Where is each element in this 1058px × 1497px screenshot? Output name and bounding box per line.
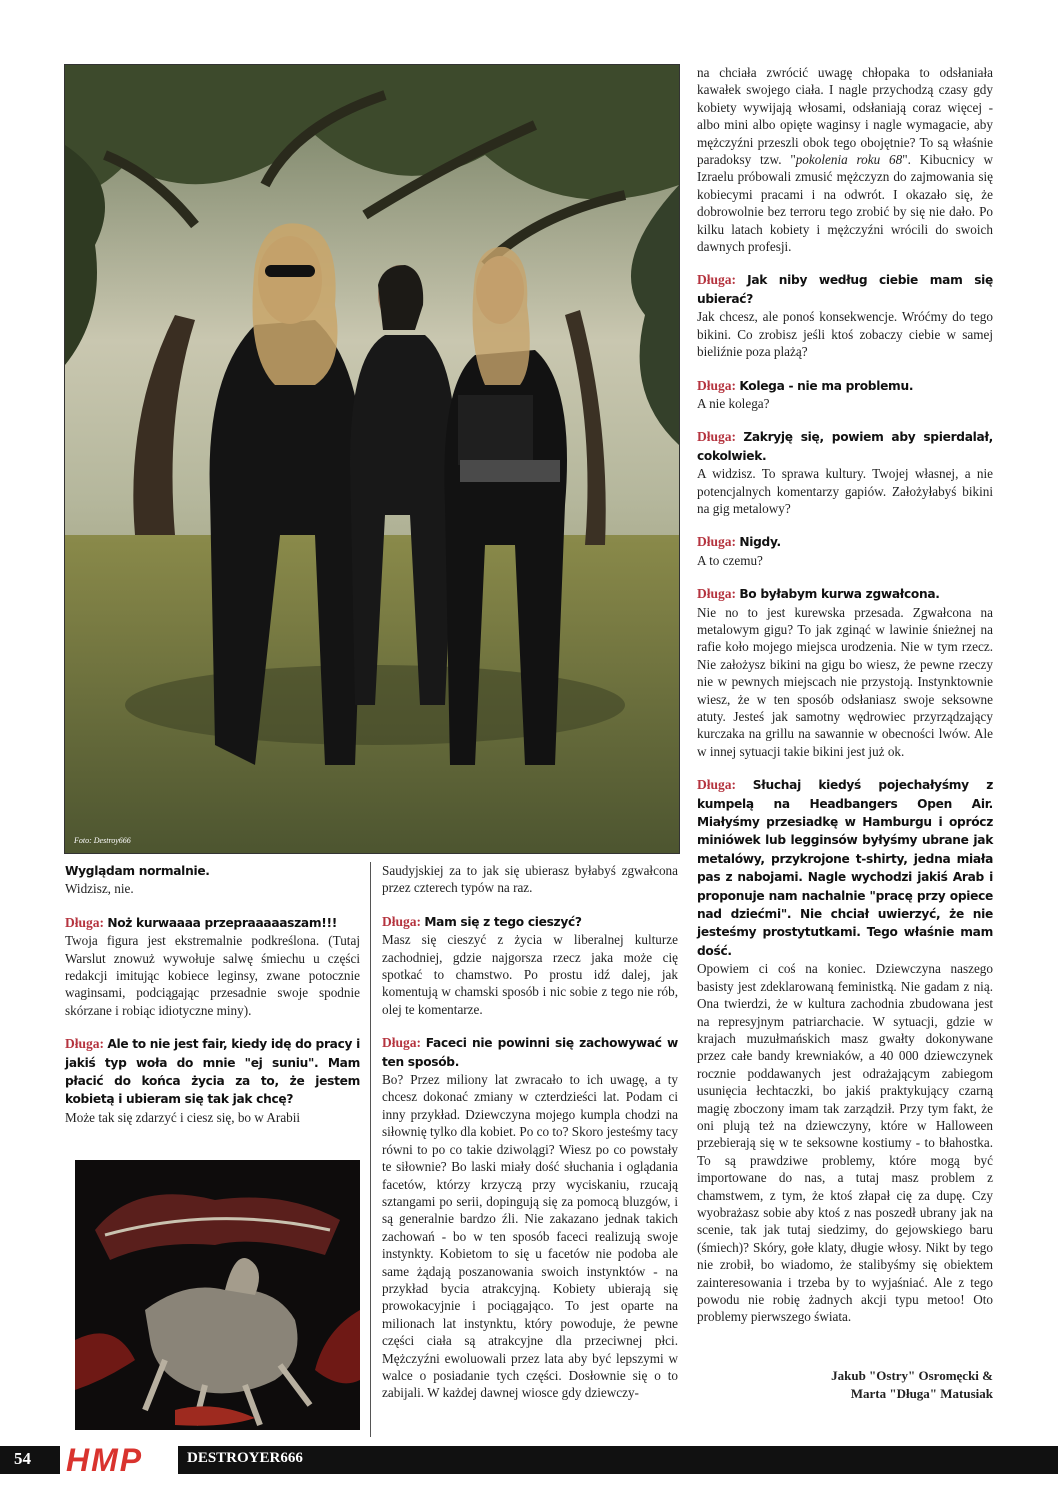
column-left bbox=[65, 862, 360, 1142]
speaker-label: Długa: bbox=[697, 377, 737, 393]
question-text: Słuchaj kiedyś pojechałyśmy z kumpelą na Headbangers Open Air. Miałyśmy przesiadkę w Hamburgu i oprócz miniówek lub legginsów byłyśmy ubrane jak metalówy, przykrojone t-shirty, jedna miała pas z nabojami. Nagle wychodzi jakiś Arab i proponuje nam nachalnie "pracę przy opiece nad dziećmi". Nie chciał uwierzyć, że nie jesteśmy prostytutkami. Tego właśnie mam dość. bbox=[697, 778, 994, 958]
answer-text: Nie no to jest kurewska przesada. Zgwałcona na metalowym gigu? To jak zginąć w lawinie śnieżnej na rafie koło mojego miejsca urodzenia. Nie w tym rzecz. Nie założysz bikini na gigu bo wiesz, że pewne rzeczy nie w pewnych miejscach nie przystoją. Instynktownie wiesz, że w ten sposób odsłaniasz swoje seksowne atuty. Jesteś jak samotny wędrowiec przyrządzający kurczaka na grillu na sawannie w obecności lwów. Ale w innej sytuacji takie bikini jest już ok. bbox=[697, 604, 993, 759]
answer-text: Może tak się zdarzyć i ciesz się, bo w Arabii bbox=[65, 1109, 301, 1125]
speaker-label: Długa: bbox=[65, 1036, 105, 1052]
answer-text: Jak chcesz, ale ponoś konsekwencje. Wróćmy do tego bikini. Co zrobisz jeśli ktoś zobaczy ciebie w samej bieliźnie poza plażą? bbox=[697, 309, 993, 360]
author-line: Jakub "Ostry" Osromęcki & bbox=[831, 1368, 993, 1383]
question-text: Kolega - nie ma problemu. bbox=[739, 378, 914, 393]
emphasis-text: pokolenia roku 68 bbox=[795, 152, 903, 168]
question-text: Wyglądam normalnie. bbox=[65, 864, 210, 878]
speaker-label: Długa: bbox=[382, 1035, 422, 1051]
column-right bbox=[697, 64, 993, 1342]
page-number: 54 bbox=[14, 1449, 31, 1468]
question-text: Noż kurwaaaa przepraaaaaszam!!! bbox=[107, 915, 338, 930]
speaker-label: Długa: bbox=[697, 534, 737, 550]
speaker-label: Długa: bbox=[697, 272, 737, 288]
answer-text: Widzisz, nie. bbox=[65, 881, 134, 897]
question-text: Bo byłabym kurwa zgwałcona. bbox=[739, 587, 940, 602]
author-line: Marta "Długa" Matusiak bbox=[850, 1386, 993, 1401]
answer-text: ". Kibucnicy w Izraelu próbowali zmusić mężczyzn do zajmowania się kobiecymi pracami i na odwrót. I okazało się, że dobrowolnie bez terroru tego zrobić by się nie dało. Po kilku latach kobiety i mężczyźni wrócili do swoich dawnych profesji. bbox=[697, 152, 993, 255]
answer-text: A nie kolega? bbox=[697, 395, 770, 411]
speaker-label: Długa: bbox=[697, 586, 737, 602]
magazine-logo bbox=[60, 1443, 178, 1477]
answer-text: Twoja figura jest ekstremalnie podkreślona. (Tutaj Warslut znowuż wywołuje salwę śmiechu u części redakcji imitując kobiece leginsy, zwane potocznie waginsami, podciągając przesadnie swoje spodnie skórzane i robiąc idiotyczne miny). bbox=[65, 933, 360, 1018]
answer-text: Bo? Przez miliony lat zwracało to ich uwagę, a ty chcesz dokonać zmiany w czterdzieści lat. Podam ci inny przykład. Dziewczyna mojego kumpla chodzi na siłownię tylko dla kobiet. Po co to? Skoro jesteśmy tacy równi to po co takie dziwolągi? Wiesz po co powstały te siłownie? Bo laski miały dość słuchania i oglądania facetów, którzy krzyczą przy wyciskaniu, rzucają sztangami po serii, dopingują się za pomocą bluzgów, i są generalnie bardzo źli. Nie zakazano jednak takich zachowań - bo w ten sposób faceci realizują swoje instynkty. Kobietom to się u facetów nie podoba ale same żądają poszanowania swoich instynktów - na przykład bycia atrakcyjną. Kobiety ubierają się prowokacyjnie i pociągająco. To jest oparte na milionach lat instynktu, który powoduje, że pewne części ciała są atrakcyjne dla przeciwnej płci. Mężczyźni ewoluowali przez lata aby być lepszymi w walce o posiadanie tych części. Dosłownie się o to zabijali. W każdej dawnej wiosce gdy dziewczy- bbox=[382, 1072, 678, 1401]
album-cover-art bbox=[75, 1160, 360, 1430]
speaker-label: Długa: bbox=[697, 429, 737, 445]
band-photo-illustration bbox=[65, 65, 679, 853]
question-text: Mam się z tego cieszyć? bbox=[424, 914, 582, 929]
author-signature bbox=[760, 1367, 993, 1403]
speaker-label: Długa: bbox=[382, 913, 422, 929]
speaker-label: Długa: bbox=[697, 777, 737, 793]
album-cover bbox=[75, 1160, 360, 1430]
question-text: Jak niby według ciebie mam się ubierać? bbox=[697, 273, 993, 306]
column-divider bbox=[370, 862, 371, 1437]
section-title: DESTROYER666 bbox=[187, 1450, 303, 1466]
band-photo bbox=[64, 64, 680, 854]
answer-text: A to czemu? bbox=[697, 552, 763, 568]
answer-text: na chciała zwrócić uwagę chłopaka to odsłaniała kawałek swojego ciała. I nagle przychodzą czasy gdy kobiety wywijają włosami, odsłaniają coraz więcej - albo mini albo opięte waginsy i nagle wymagacie, aby mężczyźni przeszli obok tego obojętnie? To są właśnie paradoksy tzw. " bbox=[697, 65, 993, 168]
column-middle bbox=[382, 862, 678, 1418]
logo-text: HMP bbox=[66, 1442, 144, 1478]
answer-text: A widzisz. To sprawa kultury. Twojej własnej, a nie potencjalnych komentarzy gapiów. Założyłabyś bikini na gig metalowy? bbox=[697, 466, 993, 516]
question-text: Ale to nie jest fair, kiedy idę do pracy i jakiś typ woła do mnie "ej suniu". Mam płacić do końca życia za to, że jestem kobietą i ubieram się tak jak chcę? bbox=[65, 1037, 360, 1107]
speaker-label: Długa: bbox=[65, 914, 105, 930]
answer-text: Saudyjskiej za to jak się ubierasz byłabyś zgwałcona przez czterech typów na raz. bbox=[382, 863, 678, 896]
question-text: Faceci nie powinni się zachowywać w ten sposób. bbox=[382, 1036, 678, 1069]
question-text: Zakryję się, powiem aby spierdalał, cokolwiek. bbox=[697, 430, 993, 463]
question-text: Nigdy. bbox=[739, 535, 781, 550]
answer-text: Opowiem ci coś na koniec. Dziewczyna naszego basisty jest zdeklarowaną feministką. Nie gadam z nią. Ona twierdzi, że w kultura zachodnia zbudowana jest na represyjnym patriarchacie. W sytuacji, gdzie w krajach muzułmańskich masz gwałty dokonywane przez całe bandy krewniaków, a 40 000 dziewczynek rocznie poddawanych jest odrażającym zabiegom usunięcia łechtaczki, bo jakiś praktykujący czarną magię zboczony imam tak zarządził. Przy tym fakt, że oni plują też na dziewczyny, które w Halloween przebierają się w te seksowne kostiumy - to błahostka. To są prawdziwe problemy, które mogą być importowane do nas, a tutaj masz problem z chamstwem, z tym, że ktoś złapał cię za dupę. Czy wyobrażasz sobie aby ktoś z nas poszedł ubrany jak na scenie, tak jak tutaj siedzimy, do gejowskiego baru (śmiech)? Skóry, gołe klaty, długie włosy. Nikt by tego nie zrobił, bo wiadomo, że stalibyśmy się obiektem zainteresowania i trzeba by to wyjaśniać. Ale z tego powodu nie robię żadnych akcji typu metoo! Oto problemy pierwszego świata. bbox=[697, 961, 993, 1325]
photo-credit: Foto: Destroy666 bbox=[74, 836, 131, 845]
answer-text: Masz się cieszyć z życia w liberalnej kulturze zachodniej, gdzie najgorsza rzecz jaka może cię spotkać to chamstwo. Po prostu idź dalej, jak komentują w chamski sposób i nic sobie z tego nie rób, olej te komentarze. bbox=[382, 932, 678, 1017]
